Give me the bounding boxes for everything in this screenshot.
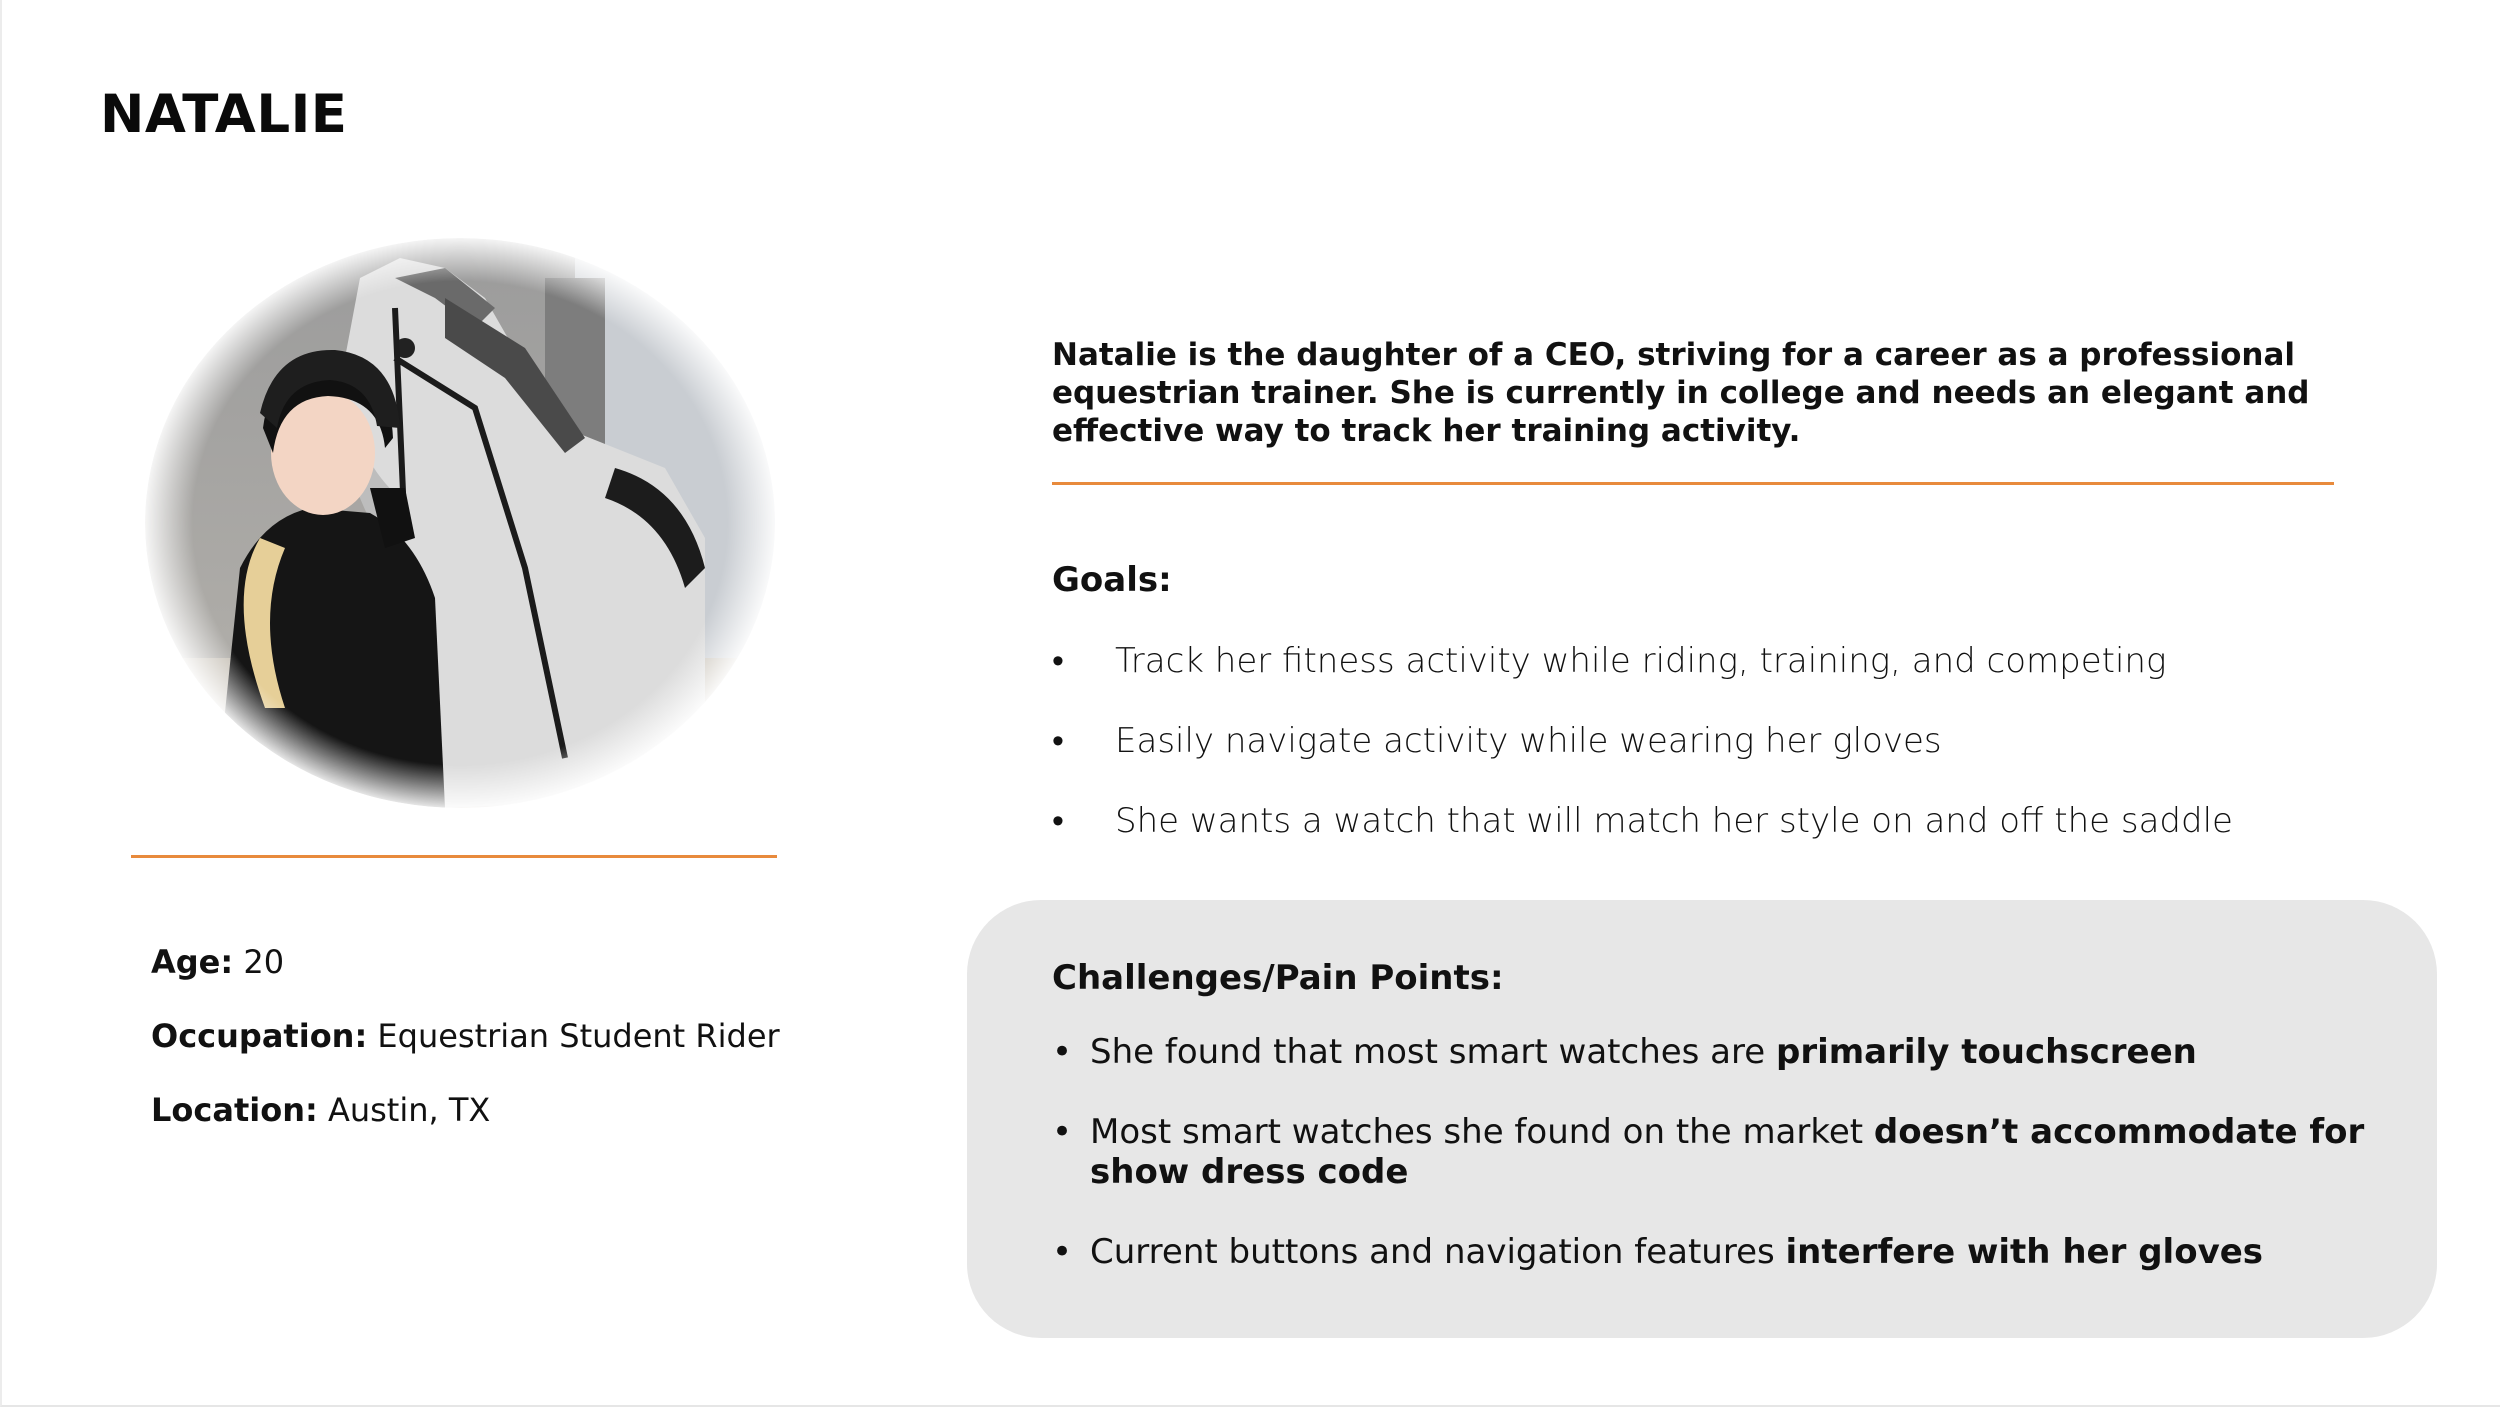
challenge-text: Current buttons and navigation features [1090, 1232, 1786, 1272]
goal-text: She wants a watch that will match her style on and off the saddle [1115, 801, 2233, 841]
fact-label: Location: [151, 1091, 318, 1129]
goals-list [1052, 632, 2233, 872]
rider-with-horse-illustration [145, 238, 775, 808]
fact-value: Austin, TX [317, 1091, 491, 1129]
persona-name: NATALIE [100, 84, 348, 145]
fact-value: Equestrian Student Rider [367, 1017, 780, 1055]
list-item [1052, 632, 2233, 712]
list-item [1052, 1112, 2402, 1192]
persona-facts [151, 925, 780, 1147]
challenge-text: She found that most smart watches are [1090, 1032, 1776, 1072]
fact-occupation [151, 999, 780, 1073]
challenge-emphasis: doesn’t accommodate for show dress code [1090, 1112, 2365, 1192]
bullet: • [1052, 641, 1064, 681]
list-item [1052, 712, 2233, 792]
persona-photo [145, 238, 775, 808]
goal-text: Easily navigate activity while wearing her gloves [1115, 721, 1942, 761]
challenges-heading: Challenges/Pain Points: [1052, 958, 1504, 998]
persona-intro: Natalie is the daughter of a CEO, striving for a career as a professional equestrian trainer. She is currently in college and needs an elegant and effective way to track her training activity. [1052, 337, 2310, 449]
intro-divider [1052, 482, 2334, 485]
bullet: • [1052, 721, 1064, 761]
challenge-emphasis: primarily touchscreen [1775, 1032, 2197, 1072]
fact-age [151, 925, 780, 999]
bullet: • [1052, 1232, 1073, 1272]
list-item [1052, 1232, 2402, 1272]
challenge-emphasis: interfere with her gloves [1785, 1232, 2264, 1272]
bullet: • [1052, 1112, 1073, 1152]
goal-text: Track her fitness activity while riding, training, and competing [1115, 641, 2167, 681]
fact-location [151, 1073, 780, 1147]
fact-value: 20 [233, 943, 285, 981]
challenges-list [1052, 1032, 2402, 1312]
goals-heading: Goals: [1052, 560, 1172, 600]
bullet: • [1052, 1032, 1073, 1072]
list-item [1052, 792, 2233, 872]
bullet: • [1052, 801, 1064, 841]
photo-divider [131, 855, 777, 858]
challenge-text: Most smart watches she found on the market [1090, 1112, 1874, 1152]
list-item [1052, 1032, 2402, 1072]
fact-label: Occupation: [151, 1017, 368, 1055]
fact-label: Age: [151, 943, 234, 981]
